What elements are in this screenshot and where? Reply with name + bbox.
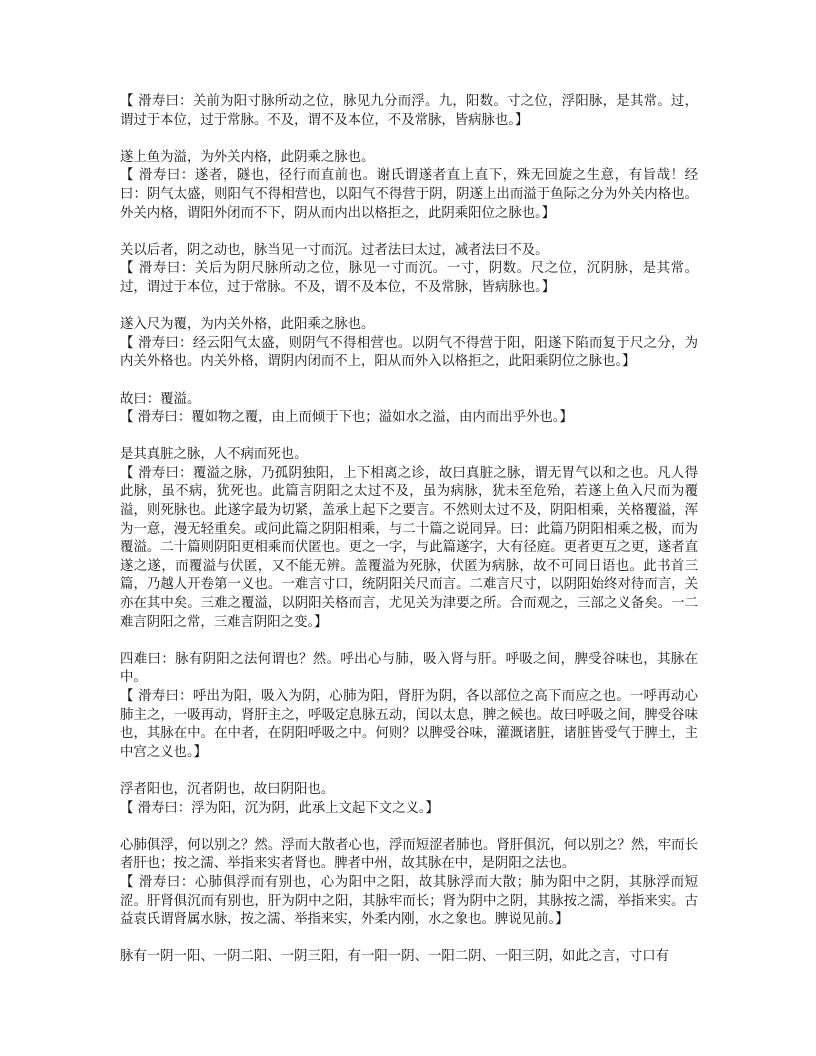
paragraph-2 xyxy=(120,149,698,223)
paragraph-5 xyxy=(120,391,698,428)
paragraph-1 xyxy=(120,93,698,130)
classic-text: 遂上鱼为溢，为外关内格，此阴乘之脉也。 xyxy=(120,149,375,165)
classic-text: 遂入尺为覆，为内关外格，此阳乘之脉也。 xyxy=(120,317,375,333)
classic-text: 脉有一阴一阳、一阴二阳、一阴三阳，有一阳一阴、一阳二阴、一阳三阴，如此之言，寸口有 xyxy=(120,949,670,965)
paragraph-4 xyxy=(120,316,698,372)
commentary-text: 【 滑寿曰：关前为阳寸脉所动之位，脉见九分而浮。九，阳数。寸之位，浮阳脉，是其常。过，谓过于本位，过于常脉。不及，谓不及本位，不及常脉，皆病脉也。】 xyxy=(120,94,698,128)
classic-text: 故曰：覆溢。 xyxy=(120,391,201,407)
paragraph-9 xyxy=(120,837,698,930)
paragraph-10 xyxy=(120,948,698,967)
commentary-text: 【 滑寿曰：心肺俱浮而有别也，心为阳中之阳，故其脉浮而大散；肺为阳中之阴，其脉浮而短涩。肝肾俱沉而有别也，肝为阴中之阳，其脉牢而长；肾为阴中之阴，其脉按之濡，举指来实。古益袁氏谓肾属水脉，按之濡、举指来实，外柔内刚，水之象也。脾说见前。】 xyxy=(120,874,698,928)
classic-text: 关以后者，阴之动也，脉当见一寸而沉。过者法曰太过，减者法曰不及。 xyxy=(120,242,549,258)
classic-text: 心肺俱浮，何以别之？然。浮而大散者心也，浮而短涩者肺也。肾肝俱沉，何以别之？然，牢而长者肝也；按之濡、举指来实者肾也。脾者中州，故其脉在中，是阴阳之法也。 xyxy=(120,837,698,872)
paragraph-7 xyxy=(120,651,698,763)
classic-text: 是其真脏之脉，人不病而死也。 xyxy=(120,447,308,463)
document-page xyxy=(120,93,698,986)
paragraph-6 xyxy=(120,446,698,632)
classic-text: 四难曰：脉有阴阳之法何谓也？然。呼出心与肺，吸入肾与肝。呼吸之间，脾受谷味也，其脉在中。 xyxy=(120,651,698,686)
commentary-text: 【 滑寿曰：关后为阴尺脉所动之位，脉见一寸而沉。一寸，阴数。尺之位，沉阴脉，是其常。过，谓过于本位，过于常脉。不及，谓不及本位，不及常脉，皆病脉也。】 xyxy=(120,261,698,295)
paragraph-3 xyxy=(120,242,698,298)
commentary-text: 【 滑寿曰：覆如物之覆，由上而倾于下也；溢如水之溢，由内而出乎外也。】 xyxy=(120,410,573,426)
classic-text: 浮者阳也，沉者阴也，故曰阴阳也。 xyxy=(120,781,335,797)
commentary-text: 【 滑寿曰：浮为阳，沉为阴，此承上文起下文之义。】 xyxy=(120,800,439,816)
commentary-text: 【 滑寿曰：遂者，隧也，径行而直前也。谢氏谓遂者直上直下，殊无回旋之生意，有旨哉！经曰：阴气太盛，则阳气不得相营也，以阳气不得营于阴，阴遂上出而溢于鱼际之分为外关内格也。外关内格，谓阳外闭而不下，阴从而内出以格拒之，此阴乘阳位之脉也。】 xyxy=(120,168,698,221)
paragraph-8 xyxy=(120,781,698,818)
commentary-text: 【 滑寿曰：覆溢之脉，乃孤阴独阳，上下相离之诊，故曰真脏之脉，谓无胃气以和之也。凡人得此脉，虽不病，犹死也。此篇言阴阳之太过不及，虽为病脉，犹未至危殆，若遂上鱼入尺而为覆溢，则死脉也。此遂字最为切紧，盖承上起下之要言。不然则太过不及，阴阳相乘，关格覆溢，浑为一意，漫无轻重矣。或问此篇之阴阳相乘，与二十篇之说同异。曰：此篇乃阴阳相乘之极，而为覆溢。二十篇则阴阳更相乘而伏匿也。更之一字，与此篇遂字，大有径庭。更者更互之更，遂者直遂之遂，而覆溢与伏匿，又不能无辨。盖覆溢为死脉，伏匿为病脉，故不可同日语也。此书首三篇，乃越人开卷第一义也。一难言寸口，统阴阳关尺而言。二难言尺寸，以阴阳始终对待而言，关亦在其中矣。三难之覆溢，以阴阳关格而言，尤见关为津要之所。合而观之，三部之义备矣。一二难言阴阳之常，三难言阴阳之变。】 xyxy=(120,465,698,630)
commentary-text: 【 滑寿曰：经云阳气太盛，则阴气不得相营也。以阴气不得营于阳，阳遂下陷而复于尺之分，为内关外格也。内关外格，谓阴内闭而不上，阳从而外入以格拒之，此阳乘阴位之脉也。】 xyxy=(120,335,698,370)
commentary-text: 【 滑寿曰：呼出为阳，吸入为阴，心肺为阳，肾肝为阴，各以部位之高下而应之也。一呼再动心肺主之，一吸再动，肾肝主之，呼吸定息脉五动，闰以太息，脾之候也。故曰呼吸之间，脾受谷味也，其脉在中。在中者，在阴阳呼吸之中。何则？以脾受谷味，灌溉诸脏，诸脏皆受气于脾土，主中宫之义也。】 xyxy=(120,689,698,760)
